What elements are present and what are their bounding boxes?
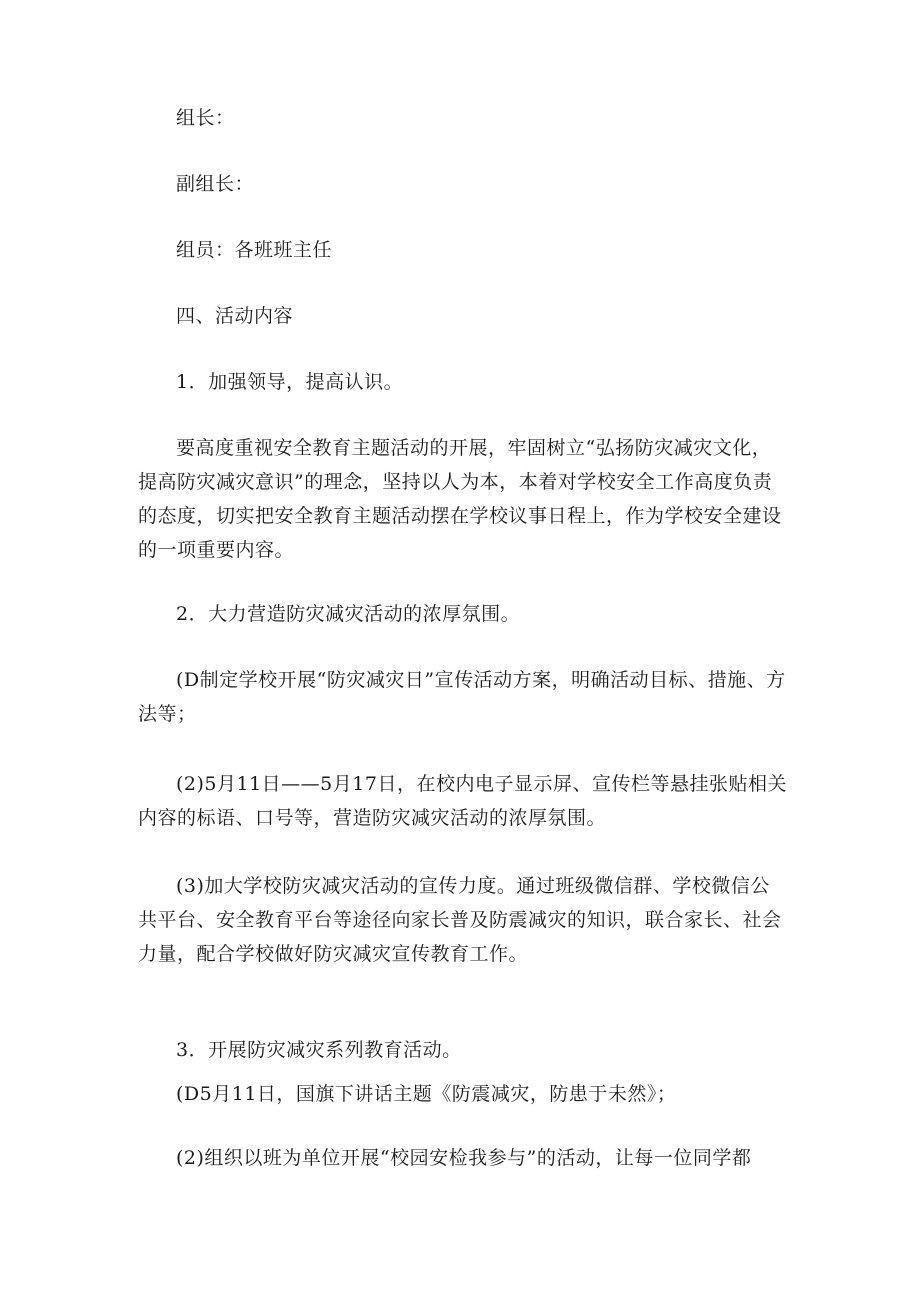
item-1-paragraph: 要高度重视安全教育主题活动的开展，牢固树立“弘扬防灾减灾文化，提高防灾减灾意识”的理念，坚持以人为本，本着对学校安全工作高度负责的态度，切实把安全教育主题活动摆在学校议事日程上，作为学校安全建设的一项重要内容。 (138, 437, 782, 561)
deputy-leader-line: 副组长： (176, 173, 255, 195)
item-3-sub-2: (2)组织以班为单位开展“校园安检我参与”的活动，让每一位同学都 (176, 1147, 752, 1169)
item-2-sub-1: (D制定学校开展“防灾减灾日”宣传活动方案，明确活动目标、措施、方法等； (138, 669, 786, 725)
section-heading: 四、活动内容 (176, 305, 294, 327)
item-1-title: 1．加强领导，提高认识。 (176, 371, 404, 393)
item-2-sub-2: (2)5月11日——5月17日，在校内电子显示屏、宣传栏等悬挂张贴相关内容的标语、口号等，营造防灾减灾活动的浓厚氛围。 (138, 773, 787, 829)
members-line: 组员：各班班主任 (176, 239, 333, 261)
item-2-sub-3: (3)加大学校防灾减灾活动的宣传力度。通过班级微信群、学校微信公共平台、安全教育平台等途径向家长普及防震减灾的知识，联合家长、社会力量，配合学校做好防灾减灾宣传教育工作。 (138, 875, 782, 965)
item-3-sub-1: (D5月11日，国旗下讲话主题《防震减灾，防患于未然》； (176, 1083, 677, 1105)
item-2-title: 2．大力营造防灾减灾活动的浓厚氛围。 (176, 603, 521, 625)
item-3-title: 3．开展防灾减灾系列教育活动。 (176, 1039, 462, 1061)
leader-line: 组长： (176, 107, 235, 129)
